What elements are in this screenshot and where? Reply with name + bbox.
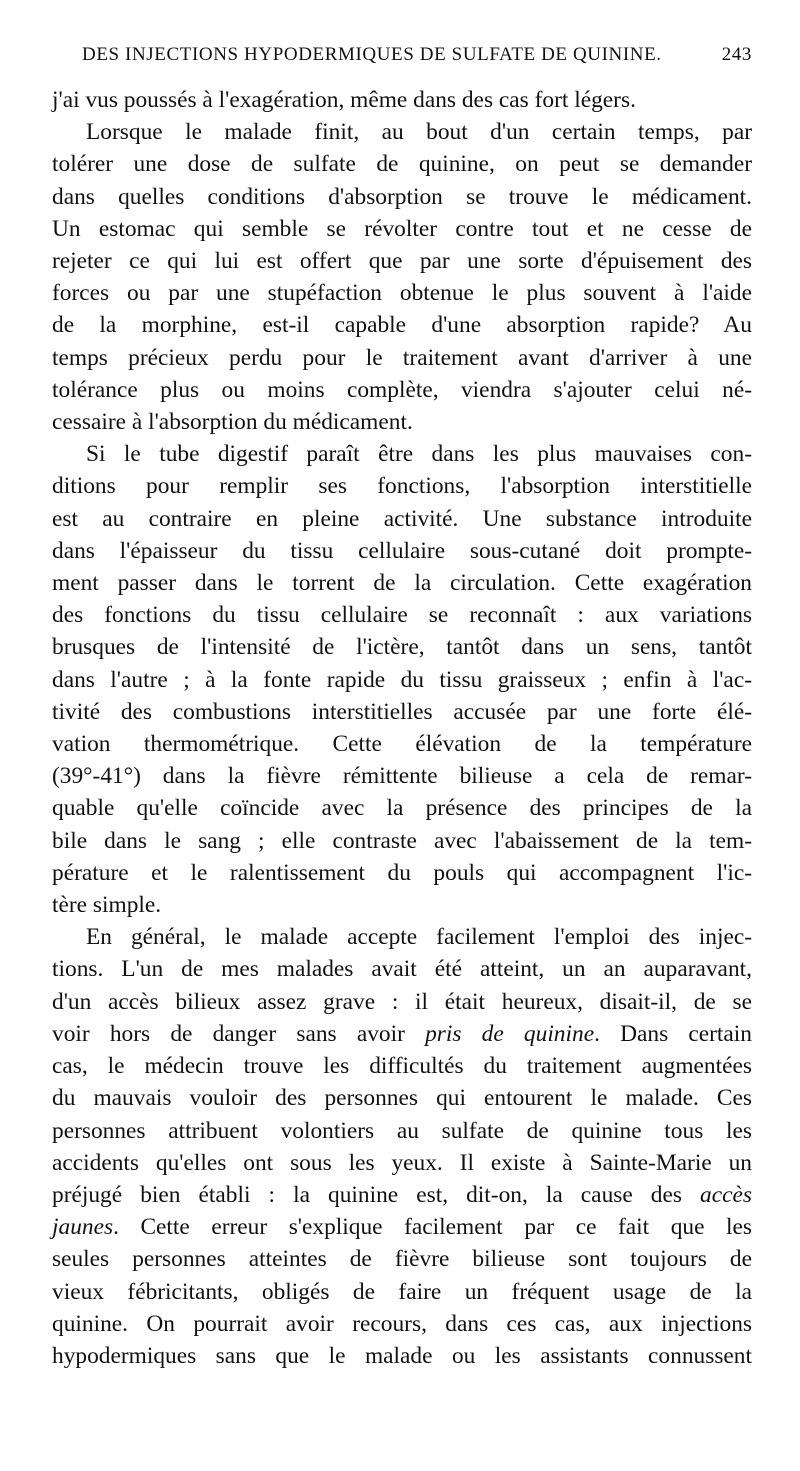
paragraph-2 [52,116,752,438]
text-line: des fonctions du tissu cellulaire se reconnaît : aux variations [52,602,752,629]
italic-phrase: accès [700,1181,752,1208]
text-line: tolérer une dose de sulfate de quinine, on peut se demander [52,151,752,178]
text-line: temps précieux perdu pour le traitement avant d'arriver à une [52,344,752,371]
text-line [52,1018,752,1050]
text-line: cas, le médecin trouve les difficultés du traitement augmentées [52,1053,752,1080]
text-line: dans l'épaisseur du tissu cellulaire sous-cutané doit prompte- [52,537,752,564]
text-line: personnes attribuent volontiers au sulfate de quinine tous les [52,1117,752,1144]
text-line: tère simple. [52,892,162,919]
paragraph-1 [52,84,752,116]
text-line: pérature et le ralentissement du pouls qui accompagnent l'ic- [52,859,752,886]
text-line: ment passer dans le torrent de la circulation. Cette exagération [52,570,752,597]
text-fragment: . Cette erreur s'explique facilement par ce fait que les [113,1214,752,1241]
text-line: j'ai vus poussés à l'exagération, même dans des cas fort légers. [52,87,636,113]
text-line: vieux fébricitants, obligés de faire un fréquent usage de la [52,1278,752,1305]
text-line: du mauvais vouloir des personnes qui entourent le malade. Ces [52,1085,752,1112]
text-line: Lorsque le malade finit, au bout d'un certain temps, par [86,119,752,146]
text-line: Si le tube digestif paraît être dans les plus mauvaises con- [86,441,752,468]
text-line: hypodermiques sans que le malade ou les assistants connussent [52,1342,752,1369]
text-line [52,1179,752,1211]
text-fragment: préjugé bien établi : la quinine est, dit-on, la cause des [52,1181,682,1208]
text-line: tivité des combustions interstitielles accusée par une forte élé- [52,698,752,725]
text-line: rejeter ce qui lui est offert que par une sorte d'épuisement des [52,248,752,275]
paragraph-3 [52,438,752,921]
text-line: Un estomac qui semble se révolter contre tout et ne cesse de [52,215,752,242]
text-fragment: . Dans certain [594,1020,752,1047]
text-line: vation thermométrique. Cette élévation de la température [52,731,752,758]
text-line: de la morphine, est-il capable d'une absorption rapide? Au [52,312,752,339]
text-line: forces ou par une stupéfaction obtenue le plus souvent à l'aide [52,280,752,307]
running-title: DES INJECTIONS HYPODERMIQUES DE SULFATE DE QUININE. [82,44,662,65]
text-line: tions. L'un de mes malades avait été atteint, un an auparavant, [52,956,752,983]
text-fragment: voir hors de danger sans avoir [52,1020,405,1047]
text-line: ditions pour remplir ses fonctions, l'absorption interstitielle [52,473,752,500]
text-line: brusques de l'intensité de l'ictère, tantôt dans un sens, tantôt [52,634,752,661]
text-line: quinine. On pourrait avoir recours, dans ces cas, aux injections [52,1310,752,1337]
text-line: quable qu'elle coïncide avec la présence des principes de la [52,795,752,822]
text-line: tolérance plus ou moins complète, viendra s'ajouter celui né- [52,376,752,403]
text-line: accidents qu'elles ont sous les yeux. Il existe à Sainte-Marie un [52,1149,752,1176]
body-text [52,84,752,1372]
page-number: 243 [721,44,752,65]
italic-phrase: jaunes [52,1214,114,1241]
text-line: dans l'autre ; à la fonte rapide du tissu graisseux ; enfin à l'ac- [52,666,752,693]
paragraph-4 [52,921,752,1372]
text-line: En général, le malade accepte facilement l'emploi des injec- [86,924,752,951]
italic-phrase: pris de quinine [425,1020,595,1047]
text-line: est au contraire en pleine activité. Une substance introduite [52,505,752,532]
text-line: dans quelles conditions d'absorption se trouve le médicament. [52,183,752,210]
text-line: (39°-41°) dans la fièvre rémittente bilieuse a cela de remar- [52,763,752,790]
text-line: cessaire à l'absorption du médicament. [52,409,413,436]
text-line [52,1211,752,1243]
running-header [82,44,752,66]
text-line: d'un accès bilieux assez grave : il était heureux, disait-il, de se [52,988,752,1015]
text-line: seules personnes atteintes de fièvre bilieuse sont toujours de [52,1246,752,1273]
text-line: bile dans le sang ; elle contraste avec l'abaissement de la tem- [52,827,752,854]
